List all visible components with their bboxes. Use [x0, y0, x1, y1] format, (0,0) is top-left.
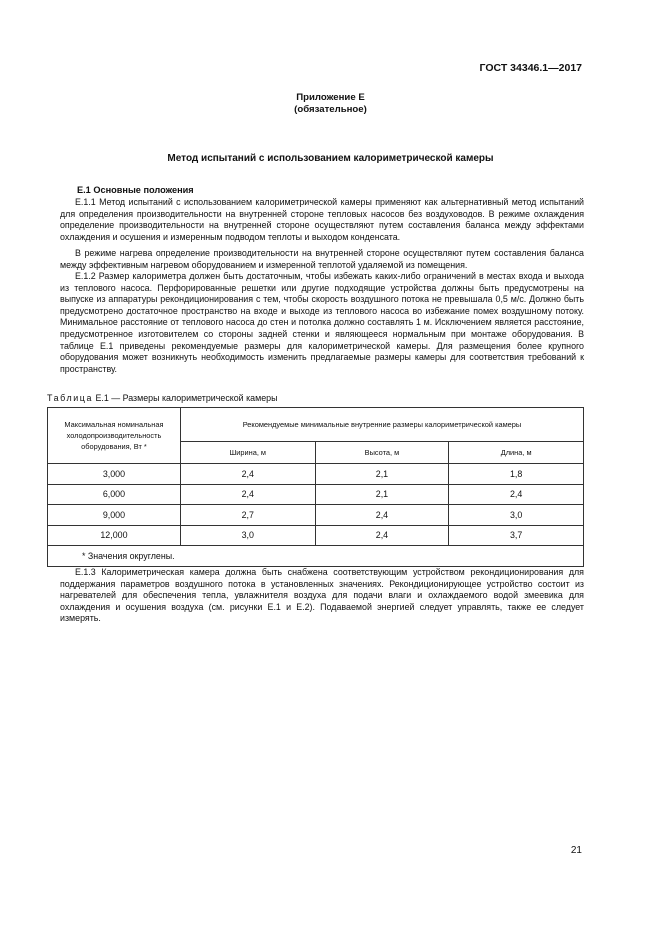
table-row	[48, 464, 584, 485]
cell-capacity: 6,000	[48, 484, 181, 505]
cell-length: 3,7	[449, 525, 584, 546]
table-caption-text: Е.1 — Размеры калориметрической камеры	[95, 393, 278, 403]
chamber-dimensions-table	[47, 407, 584, 567]
header-length: Длина, м	[449, 442, 584, 464]
appendix-status: (обязательное)	[294, 104, 367, 115]
table-footnote: * Значения округлены.	[48, 546, 584, 567]
table-header-row	[48, 408, 584, 442]
cell-height: 2,4	[315, 525, 449, 546]
paragraph-e13: Е.1.3 Калориметрическая камера должна быть снабжена соответствующим устройством рекондиционирования для поддержания параметров воздушного потока в установленных значениях. Рекондиционирующее устройство состоит из нагревателей для обеспечения тепла, увлажнителя воздуха для подачи влаги и охлаждаемого водой змеевика для охлаждения и осушения воздуха (см. рисунки Е.1 и Е.2). Подаваемой энергией следует управлять, также ее следует измерять.	[60, 567, 584, 624]
header-width: Ширина, м	[180, 442, 315, 464]
standard-designation: ГОСТ 34346.1—2017	[479, 62, 582, 74]
paragraph-e12: Е.1.2 Размер калориметра должен быть достаточным, чтобы избежать каких-либо ограничений в местах входа и выхода из теплового насоса. Перфорированные решетки или другие подходящие устройства должны быть предусмотрены на выпуске из аппаратуры рекондиционирования с тем, чтобы скорость воздушного потока не превышала 0,5 м/с. Должно быть предусмотрено достаточное пространство на входе и выходе из теплового насоса во избежание помех воздушному потоку. Минимальное расстояние от теплового насоса до стен и потолка должно составлять 1 м. Исключением является расстояние, предусмотренное изготовителем со стороны задней стенки и являющееся нормальным при монтаже оборудования. В таблице Е.1 приведены рекомендуемые размеры для калориметрической камеры. Для размещения более крупного оборудования может возникнуть необходимость изменить предлагаемые размеры камеры для соответствия требований к пространству.	[60, 271, 584, 374]
appendix-title: Приложение Е	[296, 92, 365, 103]
cell-length: 1,8	[449, 464, 584, 485]
page-number: 21	[570, 845, 582, 856]
section-title: Е.1 Основные положения	[77, 185, 194, 195]
table-row	[48, 484, 584, 505]
cell-height: 2,1	[315, 464, 449, 485]
header-height: Высота, м	[315, 442, 449, 464]
table-caption-prefix: Таблица	[47, 393, 93, 403]
cell-capacity: 3,000	[48, 464, 181, 485]
page-title: Метод испытаний с использованием калориметрической камеры	[167, 153, 494, 164]
cell-width: 2,4	[180, 484, 315, 505]
cell-height: 2,1	[315, 484, 449, 505]
cell-width: 3,0	[180, 525, 315, 546]
header-capacity: Максимальная номинальная холодопроизводительность оборудования, Вт *	[48, 408, 181, 464]
appendix-heading	[0, 92, 661, 116]
cell-length: 3,0	[449, 505, 584, 526]
paragraph-heating: В режиме нагрева определение производительности на внутренней стороне осуществляют путем составления баланса между эффективным нагревом оборудованием и измеренной теплотой удаляемой из помещения.	[60, 248, 584, 270]
cell-height: 2,4	[315, 505, 449, 526]
header-group: Рекомендуемые минимальные внутренние размеры калориметрической камеры	[180, 408, 583, 442]
cell-width: 2,7	[180, 505, 315, 526]
table-row	[48, 505, 584, 526]
table-footnote-row	[48, 546, 584, 567]
paragraph-e11: Е.1.1 Метод испытаний с использованием калориметрической камеры применяют как альтернативный метод испытаний для определения производительности на внутренней стороне тепловых насосов без воздуховодов. В режиме охлаждения определение производительности на внутренней стороне осуществляют путем составления баланса между эффектами охлаждения и осушения и измеренным подводом теплоты и выходом конденсата.	[60, 197, 584, 242]
table-caption	[47, 393, 277, 403]
cell-width: 2,4	[180, 464, 315, 485]
cell-capacity: 9,000	[48, 505, 181, 526]
cell-length: 2,4	[449, 484, 584, 505]
cell-capacity: 12,000	[48, 525, 181, 546]
table-row	[48, 525, 584, 546]
